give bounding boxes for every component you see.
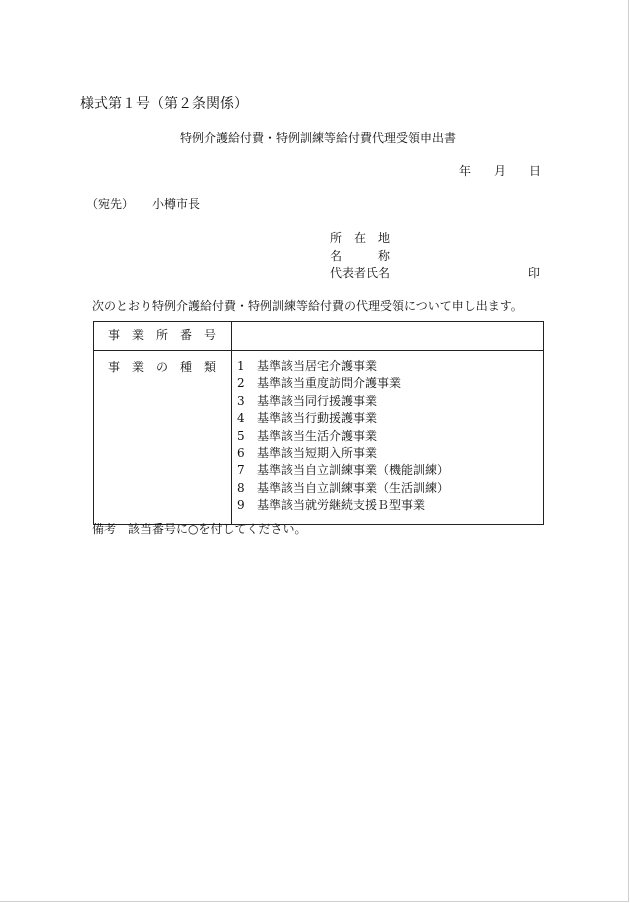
- service-item[interactable]: [237, 375, 543, 392]
- service-item-text: 基準該当短期入所事業: [257, 445, 378, 460]
- service-item-text: 基準該当行動援護事業: [257, 411, 378, 426]
- service-item-number: 9: [237, 498, 245, 513]
- service-item-text: 基準該当自立訓練事業（機能訓練）: [257, 463, 450, 478]
- date-month-label: 月: [494, 164, 507, 178]
- service-item-number: 7: [237, 463, 245, 478]
- service-item[interactable]: [237, 410, 543, 427]
- address-label: 所 在 地: [330, 231, 391, 245]
- service-item[interactable]: [237, 480, 543, 497]
- service-item-number: 1: [237, 359, 245, 373]
- service-item[interactable]: [237, 445, 543, 462]
- service-item[interactable]: [237, 393, 543, 410]
- service-type-header: [94, 351, 232, 525]
- service-item-text: 基準該当生活介護事業: [257, 428, 378, 443]
- date-day-label: 日: [529, 164, 542, 178]
- application-table: [93, 321, 544, 525]
- form-number: 様式第１号（第２条関係）: [80, 96, 248, 112]
- service-item[interactable]: [237, 358, 543, 375]
- service-item[interactable]: [237, 428, 543, 445]
- note: [92, 520, 307, 537]
- service-item-list: [232, 351, 543, 515]
- service-item-number: 6: [237, 445, 245, 460]
- service-item-text: 基準該当重度訪問介護事業: [257, 376, 402, 391]
- service-item-number: 2: [237, 376, 245, 391]
- office-number-header: [94, 322, 232, 351]
- addressee-name: 小樽市長: [152, 197, 201, 211]
- addressee: [86, 195, 200, 212]
- service-item-text: 基準該当同行援護事業: [257, 393, 378, 408]
- service-item-number: 3: [237, 393, 245, 408]
- service-item-text: 基準該当就労継続支援Ｂ型事業: [257, 498, 426, 513]
- note-label: 備考: [92, 522, 117, 536]
- service-item-text: 基準該当居宅介護事業: [257, 359, 378, 373]
- representative-label: 代表者氏名: [330, 266, 391, 280]
- note-text: 該当番号に○を付してください。: [128, 522, 307, 536]
- service-type-cell: [232, 351, 544, 525]
- date-year-label: 年: [459, 164, 472, 178]
- service-type-label: 事 業 の 種 類: [108, 360, 217, 374]
- office-number-label: 事 業 所 番 号: [108, 328, 217, 342]
- document-title: 特例介護給付費・特例訓練等給付費代理受領申出書: [180, 131, 457, 145]
- name-label: 名 称: [330, 249, 391, 263]
- office-number-value[interactable]: [232, 322, 544, 351]
- service-item-number: 8: [237, 480, 245, 495]
- seal-mark: 印: [528, 266, 541, 280]
- office-number-row: [94, 322, 544, 351]
- service-item[interactable]: [237, 462, 543, 479]
- intro-text: 次のとおり特例介護給付費・特例訓練等給付費の代理受領について申し出ます。: [92, 299, 523, 313]
- service-type-row: [94, 351, 544, 525]
- service-item-number: 4: [237, 411, 245, 426]
- service-item-number: 5: [237, 428, 245, 443]
- service-item[interactable]: [237, 497, 543, 514]
- service-item-text: 基準該当自立訓練事業（生活訓練）: [257, 480, 450, 495]
- addressee-prefix: （宛先）: [86, 197, 135, 211]
